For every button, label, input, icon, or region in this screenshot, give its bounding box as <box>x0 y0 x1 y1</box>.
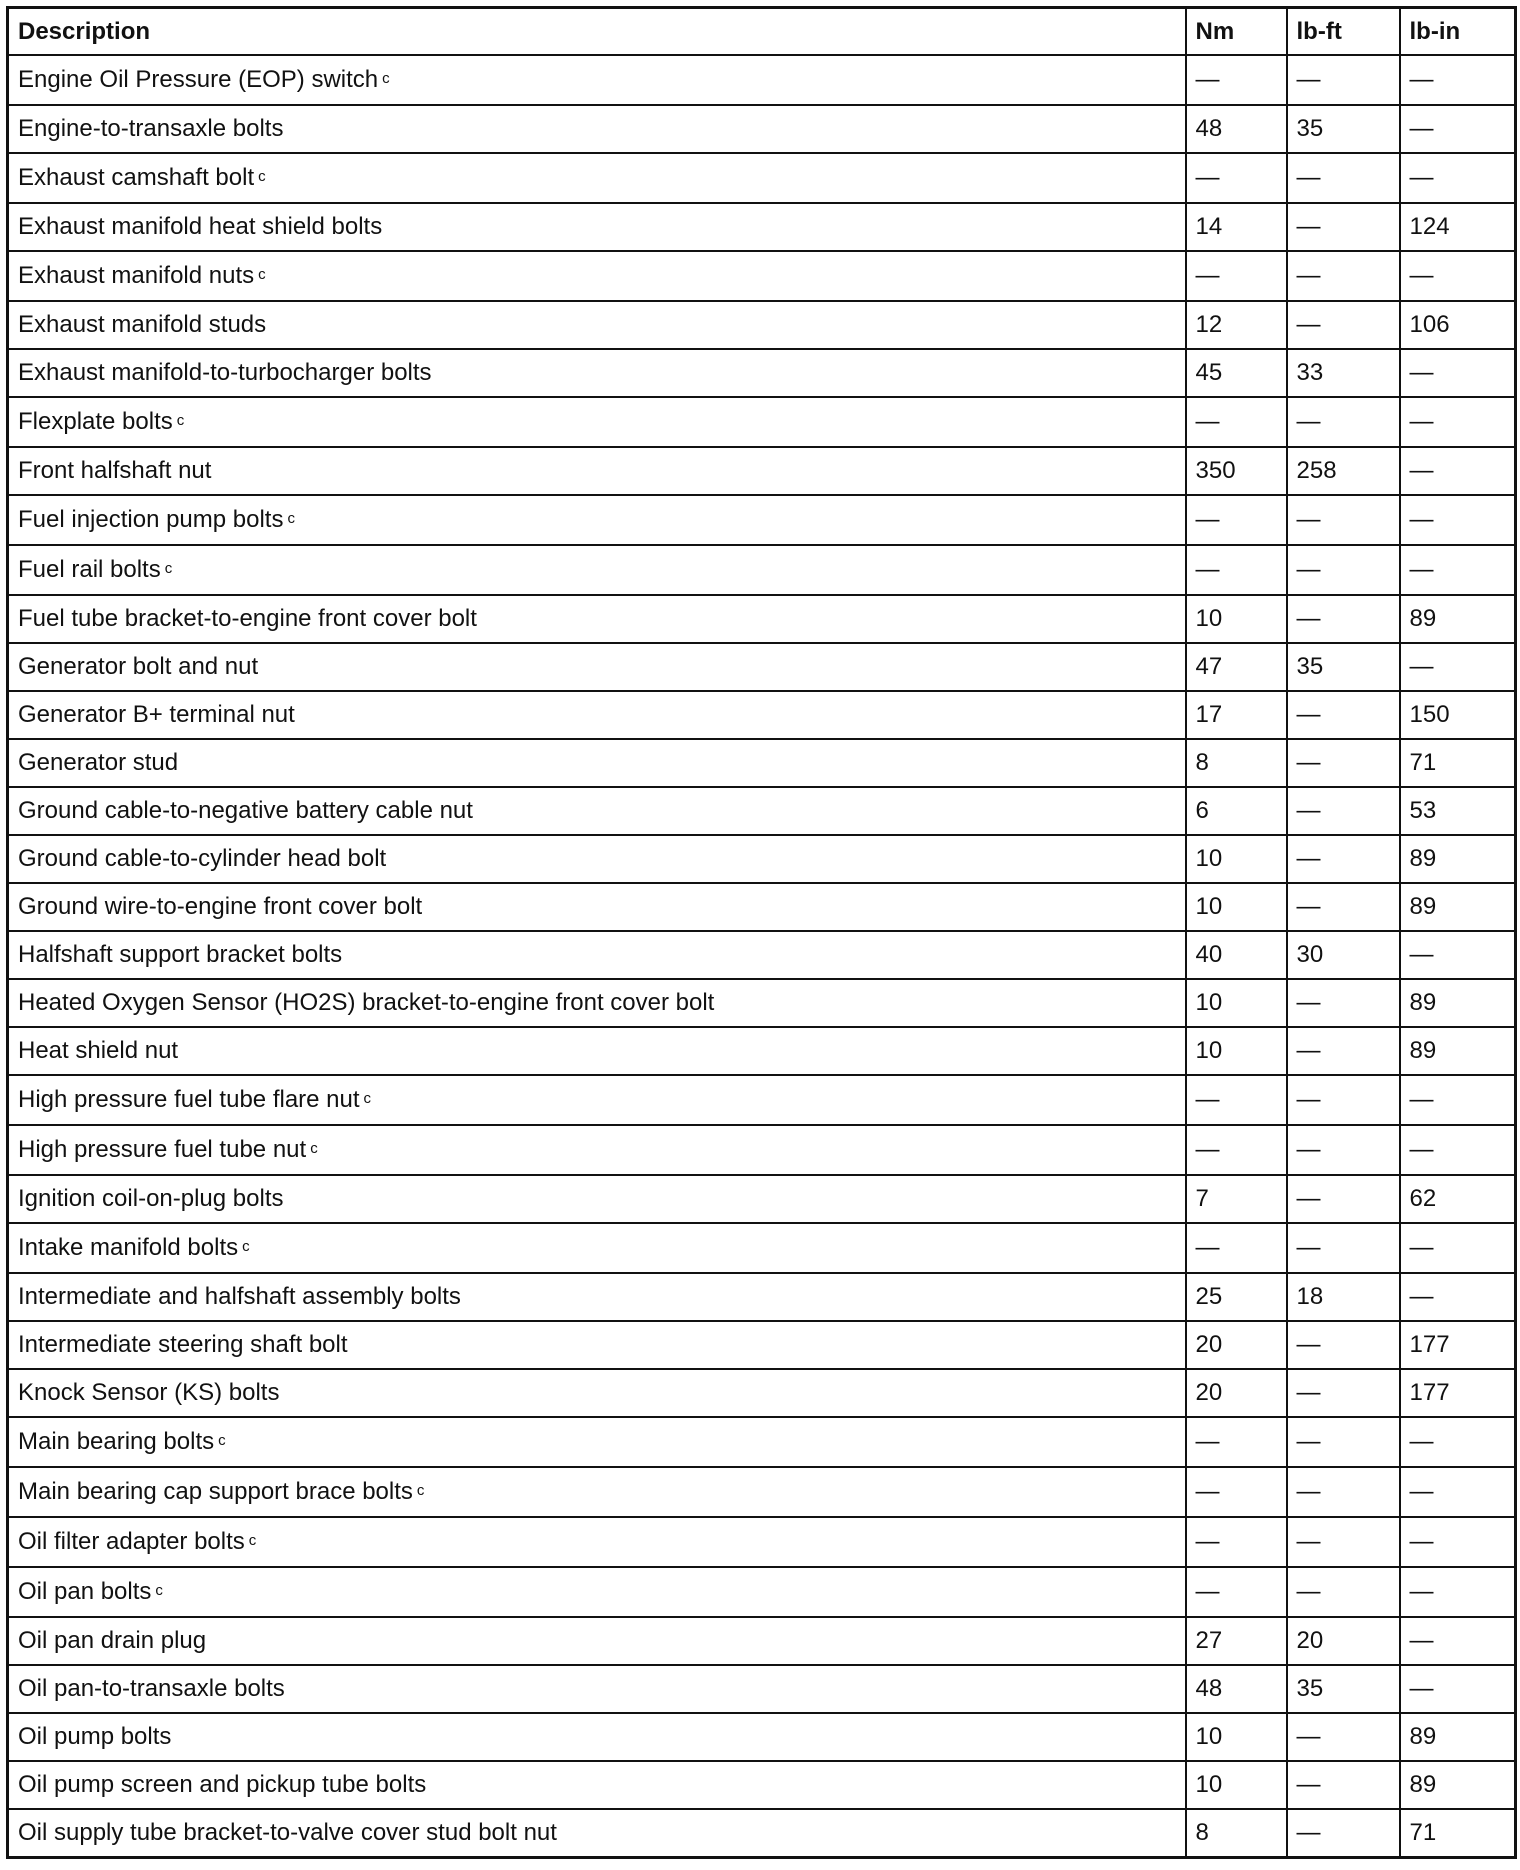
description-cell <box>8 1273 1186 1321</box>
footnote-marker: c <box>258 266 266 283</box>
nm-cell: 10 <box>1186 835 1287 883</box>
table-row <box>8 835 1516 883</box>
lb-ft-cell: 30 <box>1287 931 1400 979</box>
table-row <box>8 397 1516 447</box>
lb-in-cell: 62 <box>1400 1175 1516 1223</box>
description-text: Oil pan drain plug <box>18 1627 207 1654</box>
lb-in-cell: — <box>1400 1665 1516 1713</box>
table-row <box>8 1467 1516 1517</box>
lb-in-cell: 89 <box>1400 883 1516 931</box>
description-text: Exhaust manifold studs <box>18 311 267 338</box>
lb-in-cell: — <box>1400 447 1516 495</box>
description-text: Generator B+ terminal nut <box>18 701 295 728</box>
nm-cell: 27 <box>1186 1617 1287 1665</box>
lb-in-cell: 89 <box>1400 1761 1516 1809</box>
lb-ft-cell: — <box>1287 153 1400 203</box>
lb-ft-cell: — <box>1287 1223 1400 1273</box>
description-cell <box>8 787 1186 835</box>
table-row <box>8 979 1516 1027</box>
table-row <box>8 595 1516 643</box>
table-row <box>8 447 1516 495</box>
lb-in-cell: — <box>1400 251 1516 301</box>
description-cell <box>8 643 1186 691</box>
column-header-nm: Nm <box>1186 8 1287 56</box>
lb-in-cell: — <box>1400 397 1516 447</box>
lb-ft-cell: — <box>1287 397 1400 447</box>
description-text: Ground cable-to-cylinder head bolt <box>18 845 387 872</box>
lb-ft-cell: — <box>1287 595 1400 643</box>
table-body <box>8 55 1516 1858</box>
description-cell <box>8 301 1186 349</box>
description-text: Exhaust manifold nuts <box>18 262 255 289</box>
footnote-marker: c <box>164 560 173 577</box>
footnote-marker: c <box>363 1090 372 1107</box>
lb-in-cell: 106 <box>1400 301 1516 349</box>
description-text: Oil filter adapter bolts <box>18 1528 245 1555</box>
lb-in-cell: — <box>1400 1567 1516 1617</box>
lb-ft-cell: — <box>1287 1809 1400 1858</box>
lb-in-cell: 71 <box>1400 1809 1516 1858</box>
nm-cell: 48 <box>1186 105 1287 153</box>
description-text: Knock Sensor (KS) bolts <box>18 1379 280 1406</box>
lb-in-cell: — <box>1400 153 1516 203</box>
footnote-marker: c <box>248 1532 257 1549</box>
lb-in-cell: 71 <box>1400 739 1516 787</box>
lb-ft-cell: — <box>1287 739 1400 787</box>
lb-in-cell: 124 <box>1400 203 1516 251</box>
nm-cell: — <box>1186 1567 1287 1617</box>
footnote-marker: c <box>382 70 390 87</box>
description-cell <box>8 691 1186 739</box>
lb-ft-cell: — <box>1287 545 1400 595</box>
description-text: Engine Oil Pressure (EOP) switch <box>18 66 379 93</box>
lb-ft-cell: — <box>1287 1369 1400 1417</box>
nm-cell: 10 <box>1186 1713 1287 1761</box>
nm-cell: — <box>1186 1467 1287 1517</box>
table-row <box>8 1321 1516 1369</box>
lb-ft-cell: — <box>1287 1417 1400 1467</box>
description-text: Main bearing bolts <box>18 1428 215 1455</box>
nm-cell: 10 <box>1186 595 1287 643</box>
lb-ft-cell: — <box>1287 301 1400 349</box>
lb-in-cell: — <box>1400 545 1516 595</box>
description-cell <box>8 931 1186 979</box>
description-cell <box>8 1075 1186 1125</box>
description-cell <box>8 105 1186 153</box>
nm-cell: 6 <box>1186 787 1287 835</box>
description-cell <box>8 1761 1186 1809</box>
nm-cell: — <box>1186 55 1287 105</box>
lb-ft-cell: 35 <box>1287 105 1400 153</box>
table-row <box>8 1223 1516 1273</box>
lb-ft-cell: — <box>1287 1713 1400 1761</box>
description-cell <box>8 1567 1186 1617</box>
lb-in-cell: 89 <box>1400 595 1516 643</box>
nm-cell: 48 <box>1186 1665 1287 1713</box>
nm-cell: 25 <box>1186 1273 1287 1321</box>
lb-in-cell: — <box>1400 495 1516 545</box>
footnote-marker: c <box>176 412 185 429</box>
description-text: Fuel injection pump bolts <box>18 506 284 533</box>
table-row <box>8 105 1516 153</box>
description-text: Intake manifold bolts <box>18 1234 239 1261</box>
table-row <box>8 55 1516 105</box>
table-row <box>8 1761 1516 1809</box>
lb-in-cell: — <box>1400 931 1516 979</box>
lb-in-cell: — <box>1400 1223 1516 1273</box>
nm-cell: — <box>1186 545 1287 595</box>
lb-in-cell: — <box>1400 1273 1516 1321</box>
description-text: Engine-to-transaxle bolts <box>18 115 284 142</box>
lb-ft-cell: — <box>1287 691 1400 739</box>
table-row <box>8 301 1516 349</box>
description-cell <box>8 1125 1186 1175</box>
lb-ft-cell: — <box>1287 1125 1400 1175</box>
nm-cell: 8 <box>1186 1809 1287 1858</box>
lb-in-cell: — <box>1400 1617 1516 1665</box>
description-text: Heat shield nut <box>18 1037 179 1064</box>
description-cell <box>8 495 1186 545</box>
table-row <box>8 1125 1516 1175</box>
description-text: Main bearing cap support brace bolts <box>18 1478 413 1505</box>
description-text: High pressure fuel tube flare nut <box>18 1086 360 1113</box>
description-text: Front halfshaft nut <box>18 457 212 484</box>
table-row <box>8 251 1516 301</box>
description-text: Generator stud <box>18 749 179 776</box>
description-text: Fuel rail bolts <box>18 556 161 583</box>
table-row <box>8 1617 1516 1665</box>
description-cell <box>8 447 1186 495</box>
nm-cell: 10 <box>1186 1761 1287 1809</box>
lb-ft-cell: — <box>1287 835 1400 883</box>
description-text: Oil pan-to-transaxle bolts <box>18 1675 285 1702</box>
lb-ft-cell: — <box>1287 251 1400 301</box>
nm-cell: — <box>1186 1125 1287 1175</box>
description-cell <box>8 1467 1186 1517</box>
lb-ft-cell: — <box>1287 1761 1400 1809</box>
nm-cell: 8 <box>1186 739 1287 787</box>
footnote-marker: c <box>287 510 295 527</box>
lb-in-cell: 53 <box>1400 787 1516 835</box>
description-text: Flexplate bolts <box>18 408 173 435</box>
table-row <box>8 739 1516 787</box>
description-cell <box>8 203 1186 251</box>
nm-cell: 10 <box>1186 979 1287 1027</box>
lb-ft-cell: — <box>1287 495 1400 545</box>
lb-ft-cell: 33 <box>1287 349 1400 397</box>
table-row <box>8 349 1516 397</box>
lb-ft-cell: — <box>1287 1027 1400 1075</box>
description-text: Ignition coil-on-plug bolts <box>18 1185 284 1212</box>
description-text: Ground wire-to-engine front cover bolt <box>18 893 423 920</box>
lb-ft-cell: — <box>1287 883 1400 931</box>
description-cell <box>8 1175 1186 1223</box>
description-cell <box>8 1369 1186 1417</box>
table-row <box>8 1809 1516 1858</box>
description-cell <box>8 1809 1186 1858</box>
table-row <box>8 1417 1516 1467</box>
lb-in-cell: — <box>1400 349 1516 397</box>
nm-cell: 7 <box>1186 1175 1287 1223</box>
lb-in-cell: — <box>1400 1467 1516 1517</box>
footnote-marker: c <box>416 1482 425 1499</box>
table-row <box>8 883 1516 931</box>
table-row <box>8 1713 1516 1761</box>
table-row <box>8 1567 1516 1617</box>
table-row <box>8 1075 1516 1125</box>
table-row <box>8 1369 1516 1417</box>
description-cell <box>8 835 1186 883</box>
lb-in-cell: 177 <box>1400 1369 1516 1417</box>
column-header-lb-in: lb-in <box>1400 8 1516 56</box>
description-cell <box>8 979 1186 1027</box>
table-row <box>8 787 1516 835</box>
lb-ft-cell: — <box>1287 1321 1400 1369</box>
nm-cell: 14 <box>1186 203 1287 251</box>
lb-in-cell: 89 <box>1400 1713 1516 1761</box>
nm-cell: — <box>1186 1517 1287 1567</box>
lb-in-cell: 89 <box>1400 979 1516 1027</box>
description-text: Oil pump screen and pickup tube bolts <box>18 1771 427 1798</box>
description-text: Oil pan bolts <box>18 1578 152 1605</box>
lb-ft-cell: — <box>1287 979 1400 1027</box>
description-text: Fuel tube bracket-to-engine front cover bolt <box>18 605 477 632</box>
lb-in-cell: — <box>1400 1517 1516 1567</box>
description-cell <box>8 1665 1186 1713</box>
description-cell <box>8 251 1186 301</box>
lb-in-cell: — <box>1400 643 1516 691</box>
nm-cell: 12 <box>1186 301 1287 349</box>
description-cell <box>8 883 1186 931</box>
description-cell <box>8 739 1186 787</box>
lb-ft-cell: 35 <box>1287 643 1400 691</box>
description-text: Oil supply tube bracket-to-valve cover stud bolt nut <box>18 1819 557 1846</box>
description-cell <box>8 1417 1186 1467</box>
description-cell <box>8 1223 1186 1273</box>
footnote-marker: c <box>218 1432 226 1449</box>
table-row <box>8 1273 1516 1321</box>
lb-ft-cell: — <box>1287 203 1400 251</box>
table-row <box>8 1175 1516 1223</box>
lb-ft-cell: 18 <box>1287 1273 1400 1321</box>
description-text: Generator bolt and nut <box>18 653 259 680</box>
footnote-marker: c <box>155 1582 163 1599</box>
nm-cell: 40 <box>1186 931 1287 979</box>
lb-in-cell: — <box>1400 105 1516 153</box>
description-cell <box>8 595 1186 643</box>
lb-ft-cell: — <box>1287 1567 1400 1617</box>
nm-cell: — <box>1186 1075 1287 1125</box>
footnote-marker: c <box>310 1140 318 1157</box>
lb-ft-cell: 20 <box>1287 1617 1400 1665</box>
description-cell <box>8 545 1186 595</box>
lb-ft-cell: 35 <box>1287 1665 1400 1713</box>
lb-in-cell: — <box>1400 1075 1516 1125</box>
description-text: Heated Oxygen Sensor (HO2S) bracket-to-engine front cover bolt <box>18 989 715 1016</box>
table-row <box>8 1517 1516 1567</box>
lb-in-cell: — <box>1400 55 1516 105</box>
description-cell <box>8 397 1186 447</box>
table-row <box>8 691 1516 739</box>
nm-cell: 20 <box>1186 1321 1287 1369</box>
description-text: Oil pump bolts <box>18 1723 172 1750</box>
nm-cell: — <box>1186 1417 1287 1467</box>
description-text: Exhaust manifold-to-turbocharger bolts <box>18 359 432 386</box>
lb-in-cell: 177 <box>1400 1321 1516 1369</box>
description-cell <box>8 349 1186 397</box>
description-cell <box>8 1517 1186 1567</box>
table-row <box>8 643 1516 691</box>
description-text: Halfshaft support bracket bolts <box>18 941 343 968</box>
lb-in-cell: 89 <box>1400 1027 1516 1075</box>
nm-cell: — <box>1186 251 1287 301</box>
footnote-marker: c <box>242 1238 250 1255</box>
description-cell <box>8 1027 1186 1075</box>
description-text: High pressure fuel tube nut <box>18 1136 307 1163</box>
table-row <box>8 1027 1516 1075</box>
nm-cell: 10 <box>1186 1027 1287 1075</box>
description-cell <box>8 153 1186 203</box>
lb-ft-cell: — <box>1287 1517 1400 1567</box>
table-row <box>8 545 1516 595</box>
nm-cell: — <box>1186 153 1287 203</box>
table-row <box>8 1665 1516 1713</box>
lb-ft-cell: — <box>1287 55 1400 105</box>
lb-ft-cell: 258 <box>1287 447 1400 495</box>
description-cell <box>8 1713 1186 1761</box>
table-row <box>8 203 1516 251</box>
description-cell <box>8 1617 1186 1665</box>
nm-cell: — <box>1186 1223 1287 1273</box>
torque-spec-table <box>6 6 1517 1859</box>
footnote-marker: c <box>258 168 266 185</box>
lb-ft-cell: — <box>1287 787 1400 835</box>
description-text: Intermediate and halfshaft assembly bolts <box>18 1283 461 1310</box>
nm-cell: 350 <box>1186 447 1287 495</box>
column-header-lb-ft: lb-ft <box>1287 8 1400 56</box>
nm-cell: 45 <box>1186 349 1287 397</box>
nm-cell: 47 <box>1186 643 1287 691</box>
header-row <box>8 8 1516 56</box>
nm-cell: — <box>1186 397 1287 447</box>
table-row <box>8 495 1516 545</box>
lb-ft-cell: — <box>1287 1075 1400 1125</box>
table-row <box>8 931 1516 979</box>
description-text: Exhaust manifold heat shield bolts <box>18 213 383 240</box>
table-header <box>8 8 1516 56</box>
lb-in-cell: 89 <box>1400 835 1516 883</box>
description-cell <box>8 55 1186 105</box>
lb-ft-cell: — <box>1287 1467 1400 1517</box>
lb-in-cell: — <box>1400 1125 1516 1175</box>
description-text: Intermediate steering shaft bolt <box>18 1331 348 1358</box>
nm-cell: 17 <box>1186 691 1287 739</box>
lb-in-cell: — <box>1400 1417 1516 1467</box>
lb-ft-cell: — <box>1287 1175 1400 1223</box>
nm-cell: 10 <box>1186 883 1287 931</box>
description-text: Exhaust camshaft bolt <box>18 164 255 191</box>
nm-cell: 20 <box>1186 1369 1287 1417</box>
description-text: Ground cable-to-negative battery cable nut <box>18 797 473 824</box>
column-header-description: Description <box>8 8 1186 56</box>
description-cell <box>8 1321 1186 1369</box>
lb-in-cell: 150 <box>1400 691 1516 739</box>
table-row <box>8 153 1516 203</box>
nm-cell: — <box>1186 495 1287 545</box>
